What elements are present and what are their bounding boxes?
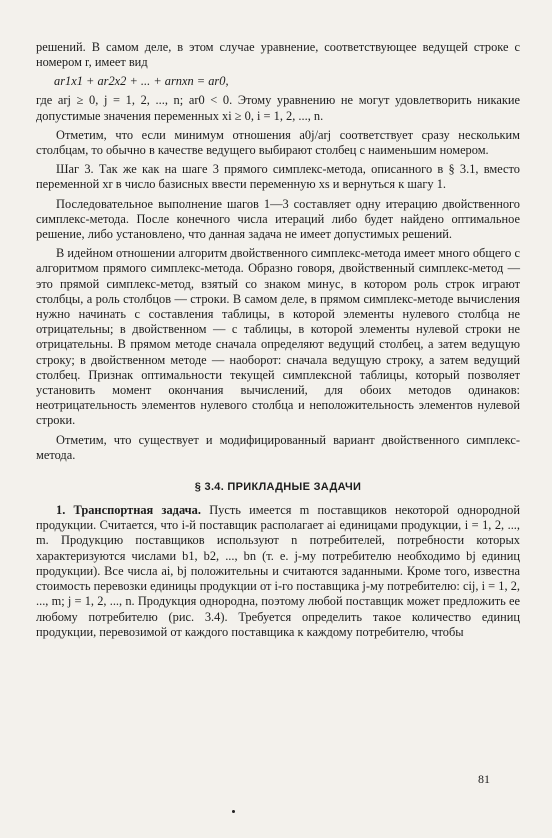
equation: ar1x1 + ar2x2 + ... + arnxn = ar0, xyxy=(54,74,229,89)
paragraph-8 xyxy=(36,503,520,640)
page-number: 81 xyxy=(478,772,490,786)
section-heading: § 3.4. ПРИКЛАДНЫЕ ЗАДАЧИ xyxy=(194,481,362,494)
paragraph-2: где arj ≥ 0, j = 1, 2, ..., n; ar0 < 0. Этому уравнению не могут удовлетворить никакие допустимые значения переменных xi ≥ 0, i = 1, 2, ..., n. xyxy=(36,93,520,123)
paragraph-4: Шаг 3. Так же как на шаге 3 прямого симплекс-метода, описанного в § 3.1, вместо переменной xr в число базисных ввести переменную xs и вернуться к шагу 1. xyxy=(36,162,520,192)
paragraph-1: решений. В самом деле, в этом случае уравнение, соответствующее ведущей строке с номером r, имеет вид xyxy=(36,40,520,70)
page-text xyxy=(36,40,520,640)
paragraph-8-body: Пусть имеется m поставщиков некоторой однородной продукции. Считается, что i-й поставщик располагает ai единицами продукции, i = 1, 2, ..., m. Продукцию поставщиков используют n потребителей, потребности которых характеризуются числами b1, b2, ..., bn (т. е. j-му потребителю необходимо bj единиц продукции). Все числа ai, bj положительны и считаются заданными. Кроме того, известна стоимость перевозки единицы продукции от i-го поставщика j-му потребителю: cij, i = 1, 2, ..., m; j = 1, 2, ..., n. Продукция однородна, поэтому любой поставщик может предложить ее любому потребителю (рис. 3.4). Требуется определить такое количество единиц продукции, перевозимой от каждого поставщика к каждому потребителю, чтобы xyxy=(36,503,520,639)
paragraph-5: Последовательное выполнение шагов 1—3 составляет одну итерацию двойственного симплекс-метода. После конечного числа итераций либо будет найдено оптимальное решение, либо установлено, что данная задача не имеет допустимых решений. xyxy=(36,196,520,242)
paragraph-8-lead: 1. Транспортная задача. xyxy=(56,503,201,518)
paragraph-7: Отметим, что существует и модифицированный вариант двойственного симплекс-метода. xyxy=(36,432,520,462)
paragraph-6: В идейном отношении алгоритм двойственного симплекс-метода имеет много общего с алгоритмом прямого симплекс-метода. Образно говоря, двойственный симплекс-метод — это прямой симплекс-метод, взятый со знаком минус, в котором роль строк играют столбцы, а роль столбцов — строки. В самом деле, в прямом симплекс-методе вычисления нужно начинать с составления таблицы, в которой элементы нулевого столбца не отрицательны; в двойственном — с таблицы, в которой элементы нулевой строки не отрицательны. В прямом методе сначала определяют ведущий столбец, а затем ведущую строку; в двойственном методе — наоборот: сначала ведущую строку, а затем ведущий столбец. Признак оптимальности текущей симплексной таблицы, который позволяет установить момент окончания вычислений, для обоих методов одинаков: неотрицательность элементов нулевого столбца и неположительность элементов нулевой строки. xyxy=(36,246,520,428)
paragraph-3: Отметим, что если минимум отношения a0j/arj соответствует сразу нескольким столбцам, то обычно в качестве ведущего выбирают столбец с наименьшим номером. xyxy=(36,127,520,158)
scan-speck xyxy=(232,810,235,813)
